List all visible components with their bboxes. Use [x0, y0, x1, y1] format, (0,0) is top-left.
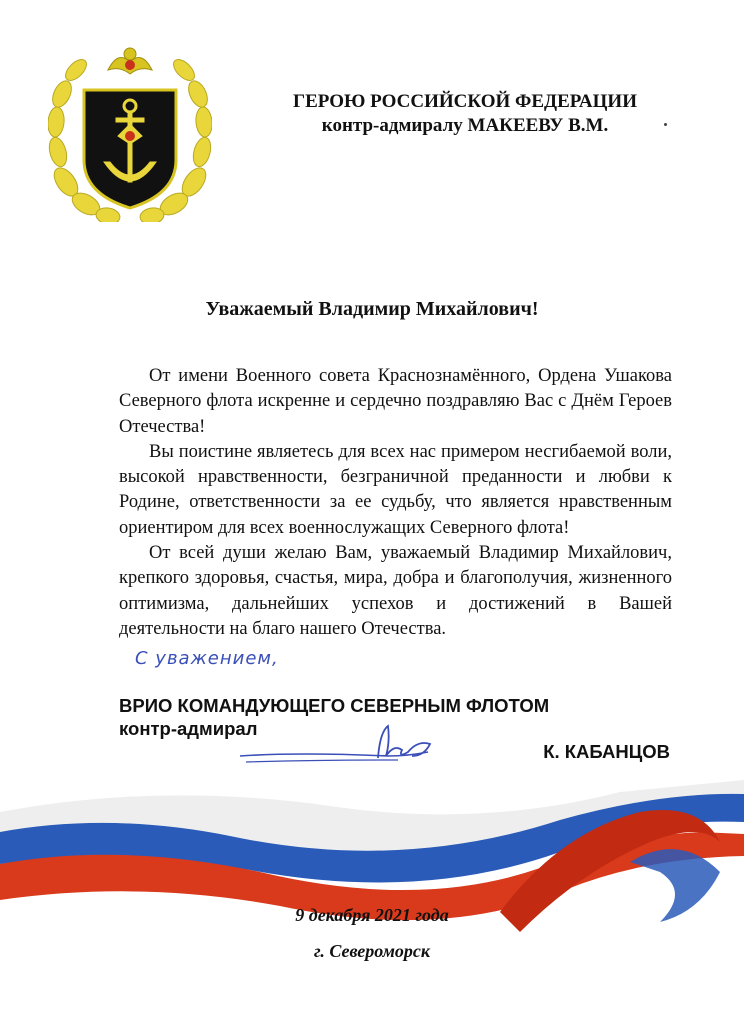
- recipient-line-1: ГЕРОЮ РОССИЙСКОЙ ФЕДЕРАЦИИ: [293, 91, 637, 112]
- recipient-header: [250, 90, 680, 138]
- northern-fleet-emblem-icon: [48, 32, 212, 222]
- signatory-name: К. КАБАНЦОВ: [543, 741, 670, 762]
- recipient-line-2: контр-адмиралу МАКЕЕВУ В.М.: [321, 115, 609, 136]
- paragraph: От имени Военного совета Краснознамённого, Ордена Ушакова Северного флота искренне и сердечно поздравляю Вас с Днём Героев Отечества!: [119, 366, 672, 437]
- signatory-title: ВРИО КОМАНДУЮЩЕГО СЕВЕРНЫМ ФЛОТОМ: [119, 695, 550, 716]
- paragraph: Вы поистине являетесь для всех нас примером несгибаемой воли, высокой нравственности, безграничной преданности и любви к Родине, ответственности за ее судьбу, что является нравственным ориентиром для всех военнослужащих Северного флота!: [119, 441, 672, 538]
- signature-icon: [238, 722, 438, 768]
- letter-body: [119, 364, 672, 642]
- handwritten-closing: С уважением,: [135, 648, 279, 669]
- letter-date: 9 декабря 2021 года: [295, 905, 449, 925]
- signatory-rank: контр-адмирал: [119, 718, 258, 739]
- letter-city: г. Североморск: [313, 941, 431, 961]
- paragraph: От всей души желаю Вам, уважаемый Владимир Михайлович, крепкого здоровья, счастья, мира, добра и благополучия, жизненного оптимизма, дальнейших успехов и достижений в Вашей деятельности на благо нашего Отечества.: [119, 543, 672, 639]
- ink-speck: [664, 123, 667, 126]
- greeting: Уважаемый Владимир Михайлович!: [205, 298, 539, 320]
